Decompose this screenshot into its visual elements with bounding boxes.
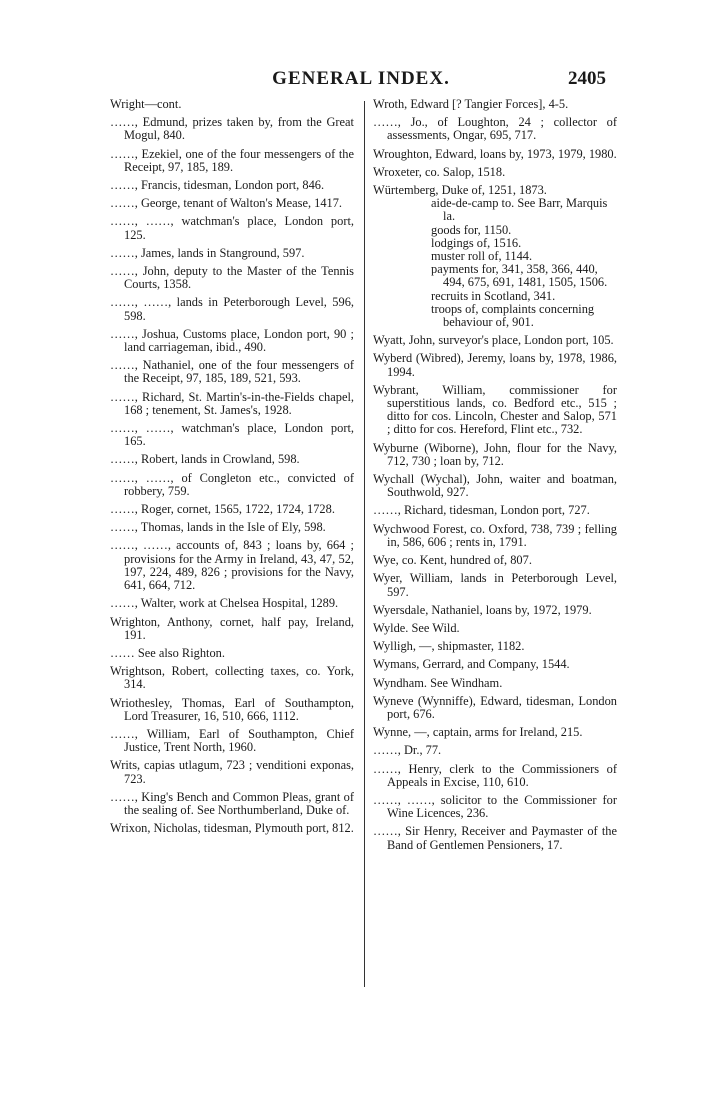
index-entry: Wyer, William, lands in Peterborough Level, 597. <box>373 571 617 599</box>
index-entry: Wright—cont. <box>110 97 182 111</box>
index-entry: ……, Joshua, Customs place, London port, 90 ; land carriageman, ibid., 490. <box>110 326 354 355</box>
index-entry: ……, Robert, lands in Crowland, 598. <box>110 452 300 467</box>
index-entry: Wychall (Wychal), John, waiter and boatman, Southwold, 927. <box>373 472 617 500</box>
sub-entry-list <box>373 197 617 329</box>
index-entry: ……, Walter, work at Chelsea Hospital, 1289. <box>110 596 339 611</box>
page-title: GENERAL INDEX. <box>272 68 450 89</box>
sub-entry: troops of, complaints concerning behaviour of, 901. <box>431 301 595 330</box>
index-entry: ……, ……, watchman's place, London port, 125. <box>110 214 354 242</box>
sub-entry: lodgings of, 1516. <box>431 235 522 250</box>
index-column-left <box>110 98 354 840</box>
index-entry: ……, ……, lands in Peterborough Level, 596, 598. <box>110 295 354 323</box>
sub-entry: payments for, 341, 358, 366, 440, 494, 675, 691, 1481, 1505, 1506. <box>431 262 608 290</box>
index-entry: ……, Roger, cornet, 1565, 1722, 1724, 1728. <box>110 502 335 517</box>
index-entry: ……, Ezekiel, one of the four messengers of the Receipt, 97, 185, 189. <box>110 146 354 174</box>
index-entry: ……, Jo., of Loughton, 24 ; collector of assessments, Ongar, 695, 717. <box>373 115 617 143</box>
sub-entry: goods for, 1150. <box>431 222 512 237</box>
index-entry: ……, Edmund, prizes taken by, from the Great Mogul, 840. <box>110 115 354 143</box>
index-entry: Wyersdale, Nathaniel, loans by, 1972, 1979. <box>373 602 592 617</box>
index-entry: Writs, capias utlagum, 723 ; venditioni exponas, 723. <box>110 758 354 786</box>
index-entry: ……, John, deputy to the Master of the Tennis Courts, 1358. <box>110 264 354 292</box>
index-entry: Wyberd (Wibred), Jeremy, loans by, 1978, 1986, 1994. <box>373 351 617 379</box>
index-entry: Wymans, Gerrard, and Company, 1544. <box>373 657 570 672</box>
index-entry: Wroth, Edward [? Tangier Forces], 4-5. <box>373 97 569 111</box>
index-entry: ……, William, Earl of Southampton, Chief Justice, Trent North, 1960. <box>110 726 354 755</box>
index-entry: ……, James, lands in Stanground, 597. <box>110 245 305 260</box>
index-entry: Wroughton, Edward, loans by, 1973, 1979, 1980. <box>373 146 617 161</box>
index-entry: Wrightson, Robert, collecting taxes, co. York, 314. <box>110 664 354 692</box>
index-entry: ……, ……, solicitor to the Commissioner for Wine Licences, 236. <box>373 792 617 821</box>
sub-entry: muster roll of, 1144. <box>431 249 533 264</box>
index-entry: ……, Dr., 77. <box>373 743 442 758</box>
index-entry: ……, Francis, tidesman, London port, 846. <box>110 178 325 193</box>
index-entry: Wye, co. Kent, hundred of, 807. <box>373 553 532 568</box>
column-divider <box>364 101 365 987</box>
sub-entry: aide-de-camp to. See Barr, Marquis la. <box>431 196 608 224</box>
index-entry: Wyatt, John, surveyor's place, London port, 105. <box>373 333 614 348</box>
index-entry: ……, ……, accounts of, 843 ; loans by, 664 ; provisions for the Army in Ireland, 43, 47, 52, 197, 224, 489, 826 ; provisions for the Navy, 641, 664, 712. <box>110 538 354 593</box>
index-column-right <box>373 98 617 857</box>
index-entry: Wyndham. See Windham. <box>373 675 503 690</box>
index-entry: ……, Nathaniel, one of the four messengers of the Receipt, 97, 185, 189, 521, 593. <box>110 358 354 386</box>
index-entry: Wrixon, Nicholas, tidesman, Plymouth port, 812. <box>110 821 354 836</box>
index-entry: ……, Richard, tidesman, London port, 727. <box>373 503 590 518</box>
index-entry: Wriothesley, Thomas, Earl of Southampton, Lord Treasurer, 16, 510, 666, 1112. <box>110 695 354 723</box>
index-entry: ……, Richard, St. Martin's-in-the-Fields chapel, 168 ; tenement, St. James's, 1928. <box>110 389 354 417</box>
page-number: 2405 <box>568 68 606 89</box>
index-entry: Wrighton, Anthony, cornet, half pay, Ireland, 191. <box>110 614 354 642</box>
index-entry: ……, Sir Henry, Receiver and Paymaster of the Band of Gentlemen Pensioners, 17. <box>373 824 617 852</box>
index-entry: ……, King's Bench and Common Pleas, grant of the sealing of. See Northumberland, Duke of. <box>110 789 354 817</box>
index-entry: Wychwood Forest, co. Oxford, 738, 739 ; felling in, 586, 606 ; rents in, 1791. <box>373 521 617 549</box>
sub-entry: recruits in Scotland, 341. <box>431 288 556 303</box>
index-entry: ……, Henry, clerk to the Commissioners of Appeals in Excise, 110, 610. <box>373 761 617 789</box>
index-entry: ……, George, tenant of Walton's Mease, 1417. <box>110 196 343 211</box>
index-entry: Wyburne (Wiborne), John, flour for the Navy, 712, 730 ; loan by, 712. <box>373 440 617 468</box>
index-entry: Wylde. See Wild. <box>373 620 460 635</box>
index-entry: Wroxeter, co. Salop, 1518. <box>373 164 506 179</box>
index-entry: Wybrant, William, commissioner for superstitious lands, co. Bedford etc., 515 ; ditto for cos. Lincoln, Chester and Salop, 571 ; ditto for cos. Hereford, Flint etc., 732. <box>373 382 617 437</box>
index-entry: Wylligh, —, shipmaster, 1182. <box>373 639 525 654</box>
index-entry: …… See also Righton. <box>110 645 225 660</box>
index-entry: ……, Thomas, lands in the Isle of Ely, 598. <box>110 520 326 535</box>
index-entry: ……, ……, of Congleton etc., convicted of robbery, 759. <box>110 470 354 498</box>
index-entry: Würtemberg, Duke of, 1251, 1873. <box>373 183 547 198</box>
index-entry: ……, ……, watchman's place, London port, 165. <box>110 421 354 449</box>
index-entry: Wynne, —, captain, arms for Ireland, 215. <box>373 725 583 740</box>
index-entry: Wyneve (Wynniffe), Edward, tidesman, London port, 676. <box>373 693 617 721</box>
